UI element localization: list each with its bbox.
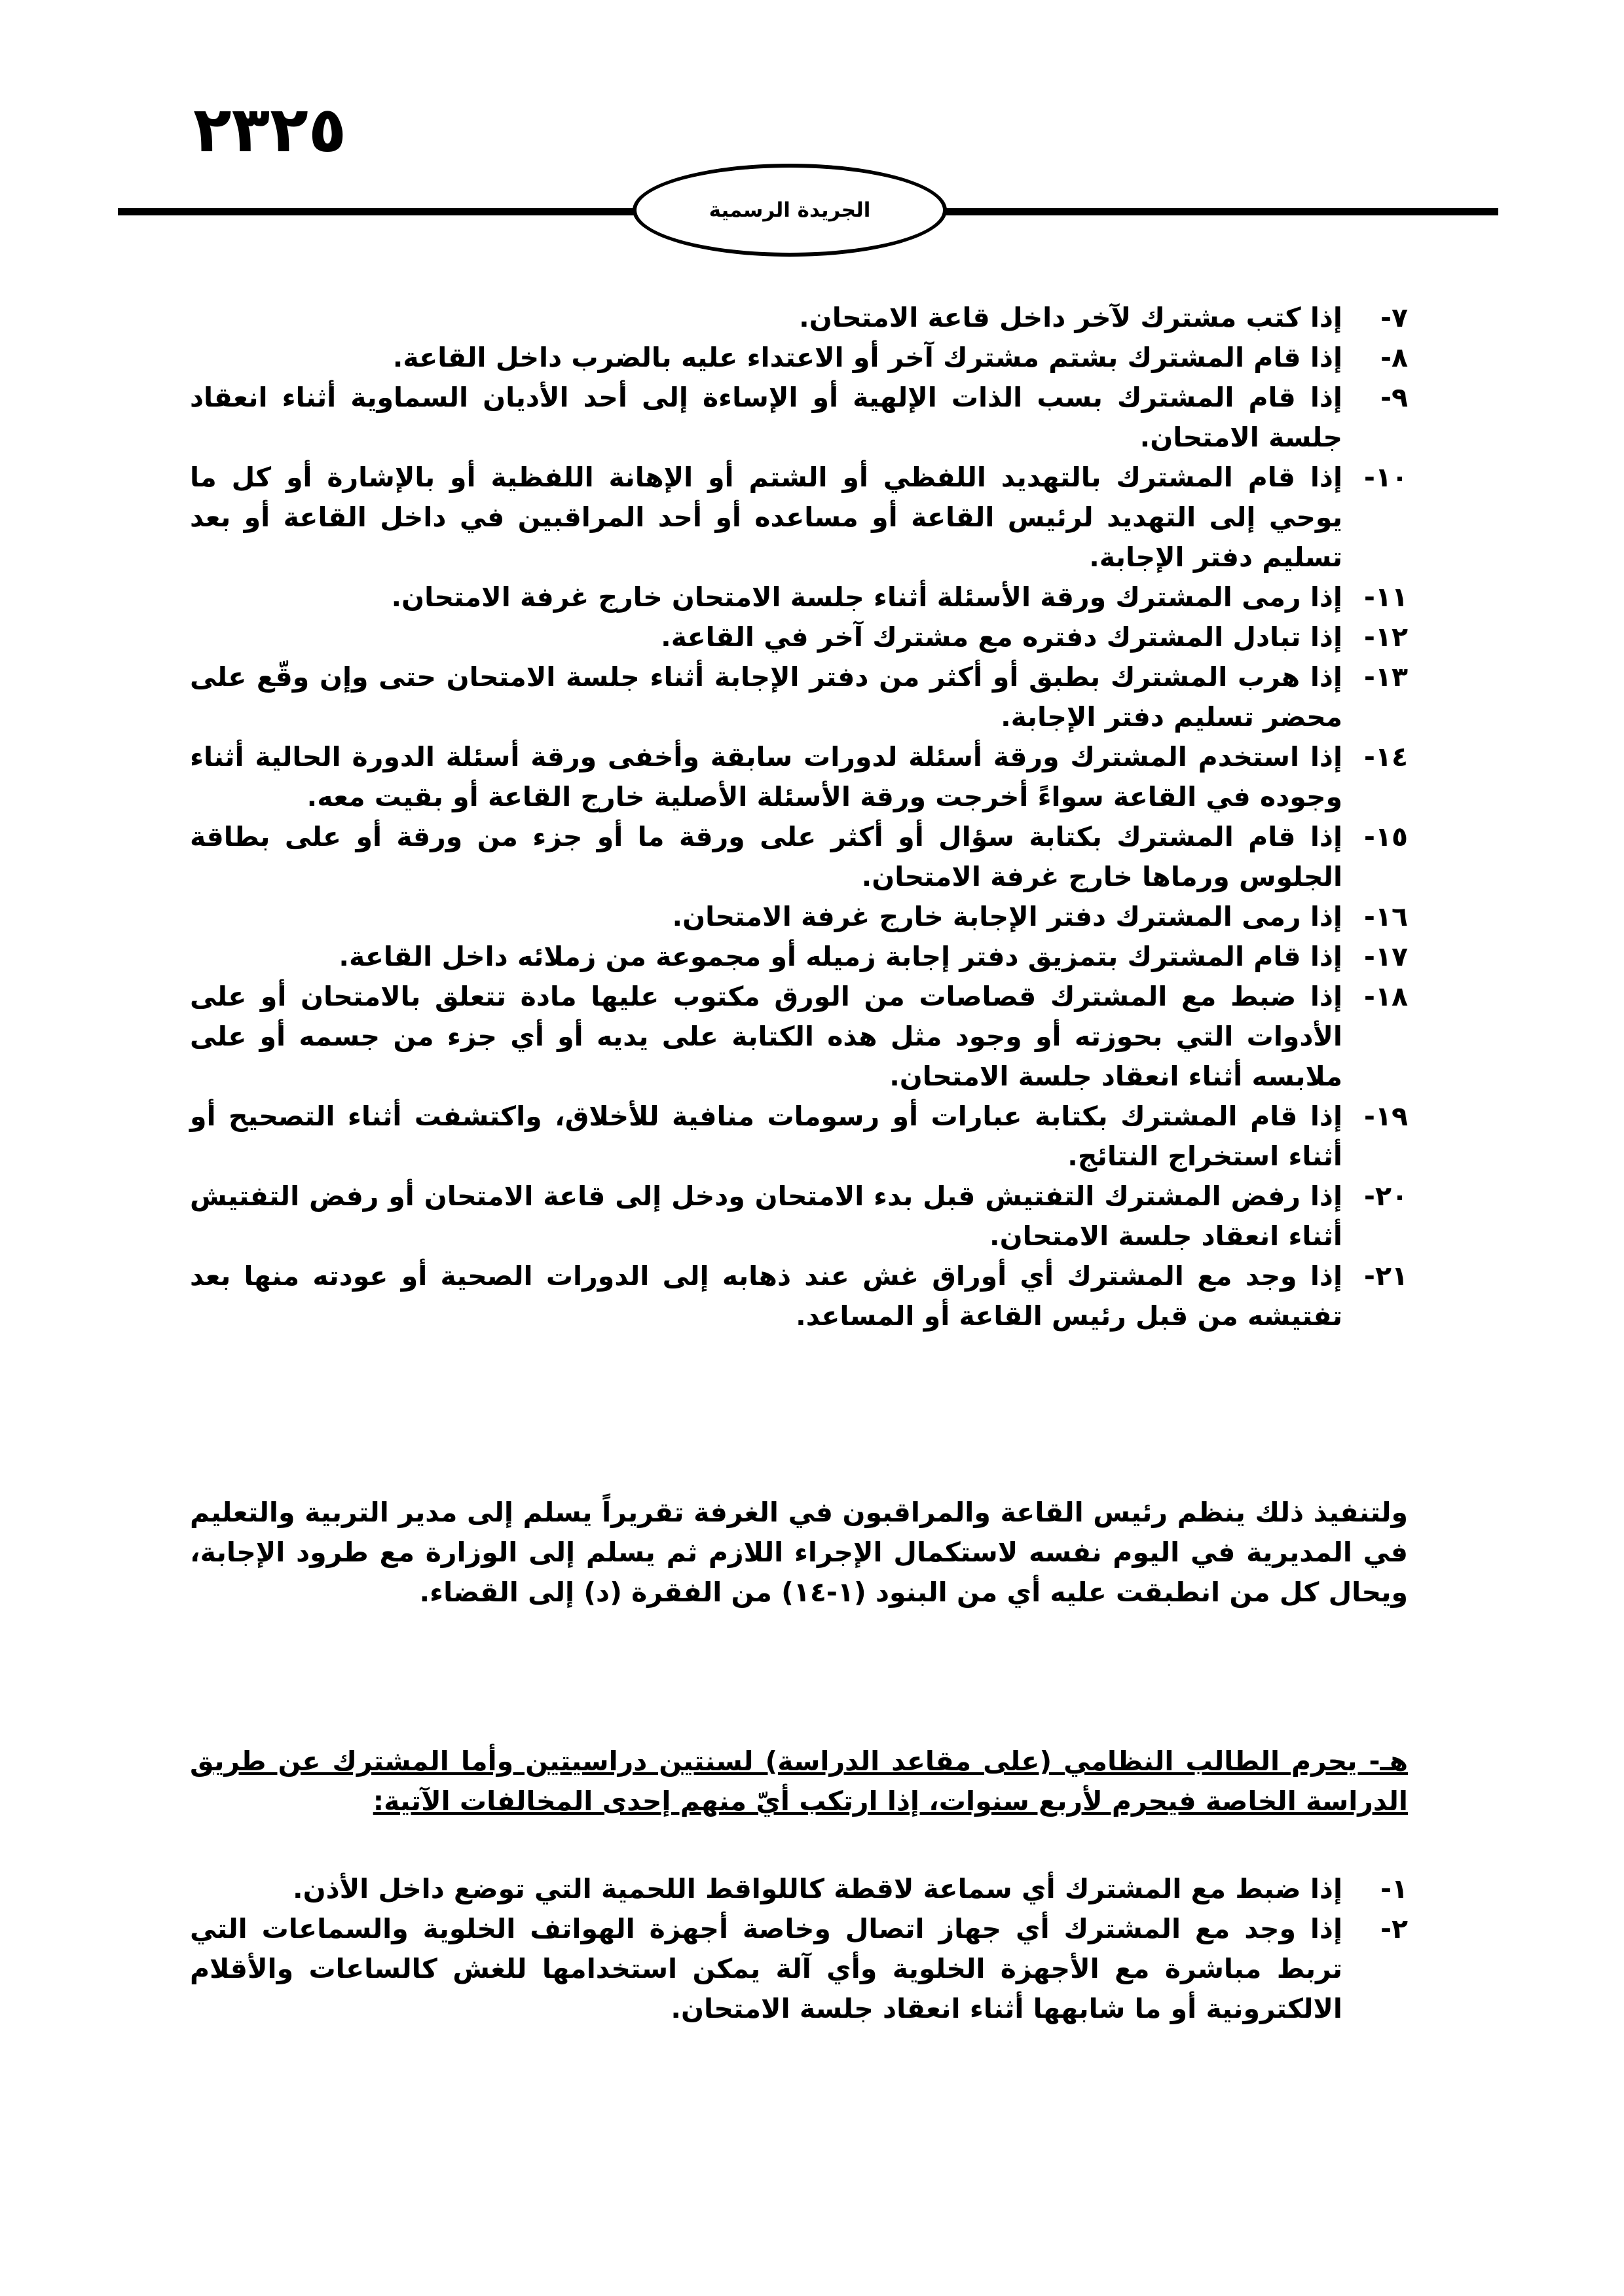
item-number: ١٠- (1363, 462, 1408, 493)
item-number: ١٣- (1363, 661, 1408, 693)
item-text: إذا ضبط مع المشترك أي سماعة لاقطة كاللواقط اللحمية التي توضع داخل الأذن. (293, 1873, 1342, 1904)
list-item (190, 1097, 1408, 1176)
violations-list-d (190, 298, 1408, 1336)
item-text: إذا وجد مع المشترك أي جهاز اتصال وخاصة أجهزة الهواتف الخلوية والسماعات التي تربط مباشرة مع الأجهزة الخلوية وأي آلة يمكن استخدامها للغش كالساعات والأقلام الالكترونية أو ما شابهها أثناء انعقاد جلسة الامتحان. (190, 1913, 1342, 2024)
item-number: ٧- (1380, 302, 1408, 333)
list-item (190, 1909, 1408, 2029)
item-text: إذا تبادل المشترك دفتره مع مشترك آخر في القاعة. (661, 621, 1342, 653)
item-number: ٢١- (1363, 1260, 1408, 1292)
item-text: إذا قام المشترك بشتم مشترك آخر أو الاعتداء عليه بالضرب داخل القاعة. (392, 342, 1342, 373)
item-number: ٢٠- (1363, 1180, 1408, 1212)
item-number: ١٨- (1363, 981, 1408, 1012)
implementation-paragraph: ولتنفيذ ذلك ينظم رئيس القاعة والمراقبون في الغرفة تقريراً يسلم إلى مدير التربية والتعليم في المديرية في اليوم نفسه لاستكمال الإجراء اللازم ثم يسلم إلى الوزارة مع طرود الإجابة، ويحال كل من انطبقت عليه أي من البنود (١-١٤) من الفقرة (د) إلى القضاء. (190, 1497, 1408, 1608)
list-item (190, 458, 1408, 577)
item-text: إذا ضبط مع المشترك قصاصات من الورق مكتوب عليها مادة تتعلق بالامتحان أو على الأدوات التي بحوزته أو وجود مثل هذه الكتابة على يديه أو أي جزء من جسمه أو على ملابسه أثناء انعقاد جلسة الامتحان. (190, 981, 1342, 1092)
list-item (190, 1256, 1408, 1336)
list-item (190, 298, 1408, 338)
item-text: إذا استخدم المشترك ورقة أسئلة لدورات سابقة وأخفى ورقة أسئلة الدورة الحالية أثناء وجوده في القاعة سواءً أخرجت ورقة الأسئلة الأصلية خارج القاعة أو بقيت معه. (190, 741, 1342, 812)
item-number: ٩- (1380, 382, 1408, 413)
list-item (190, 1176, 1408, 1256)
list-item (190, 617, 1408, 657)
item-number: ١٧- (1363, 941, 1408, 972)
gazette-title: الجريدة الرسمية (709, 198, 871, 222)
item-text: إذا قام المشترك بكتابة سؤال أو أكثر على ورقة ما أو جزء من ورقة أو على بطاقة الجلوس ورماها خارج غرفة الامتحان. (190, 821, 1342, 892)
item-text: إذا قام المشترك بسب الذات الإلهية أو الإساءة إلى أحد الأديان السماوية أثناء انعقاد جلسة الامتحان. (190, 382, 1342, 453)
page-number: ٢٣٢٥ (193, 93, 347, 166)
item-number: ١٩- (1363, 1101, 1408, 1132)
item-number: ٨- (1380, 342, 1408, 373)
item-text: إذا رمى المشترك ورقة الأسئلة أثناء جلسة الامتحان خارج غرفة الامتحان. (391, 581, 1342, 613)
item-text: إذا قام المشترك بكتابة عبارات أو رسومات منافية للأخلاق، واكتشفت أثناء التصحيح أو أثناء استخراج النتائج. (190, 1101, 1342, 1172)
list-item (190, 657, 1408, 737)
item-number: ١٥- (1363, 821, 1408, 852)
list-item (190, 937, 1408, 977)
item-number: ١٢- (1363, 621, 1408, 653)
list-item (190, 977, 1408, 1097)
list-item (190, 897, 1408, 937)
item-number: ١١- (1363, 581, 1408, 613)
item-text: إذا رمى المشترك دفتر الإجابة خارج غرفة الامتحان. (672, 901, 1342, 932)
item-text: إذا قام المشترك بالتهديد اللفظي أو الشتم أو الإهانة اللفظية أو بالإشارة أو كل ما يوحي إلى التهديد لرئيس القاعة أو مساعده أو أحد المراقبين في داخل القاعة أو بعد تسليم دفتر الإجابة. (190, 462, 1342, 573)
item-text: إذا قام المشترك بتمزيق دفتر إجابة زميله أو مجموعة من زملائه داخل القاعة. (339, 941, 1342, 972)
list-item (190, 817, 1408, 897)
gazette-title-oval (633, 164, 947, 257)
list-item (190, 1869, 1408, 1909)
item-text: إذا كتب مشترك لآخر داخل قاعة الامتحان. (799, 302, 1342, 333)
item-text: إذا رفض المشترك التفتيش قبل بدء الامتحان ودخل إلى قاعة الامتحان أو رفض التفتيش أثناء انعقاد جلسة الامتحان. (190, 1180, 1342, 1252)
item-number: ١- (1380, 1873, 1408, 1904)
item-number: ٢- (1380, 1913, 1408, 1944)
list-item (190, 737, 1408, 817)
list-item (190, 338, 1408, 378)
item-text: إذا هرب المشترك بطبق أو أكثر من دفتر الإجابة أثناء جلسة الامتحان حتى وإن وقّع على محضر تسليم دفتر الإجابة. (190, 661, 1342, 733)
item-number: ١٦- (1363, 901, 1408, 932)
violations-list-e (190, 1869, 1408, 2029)
item-text: إذا وجد مع المشترك أي أوراق غش عند ذهابه إلى الدورات الصحية أو عودته منها بعد تفتيشه من قبل رئيس القاعة أو المساعد. (190, 1260, 1342, 1332)
item-number: ١٤- (1363, 741, 1408, 773)
list-item (190, 378, 1408, 458)
list-item (190, 577, 1408, 617)
section-heading: هـ- يحرم الطالب النظامي (على مقاعد الدراسة) لسنتين دراسيتين وأما المشترك عن طريق الدراسة الخاصة فيحرم لأربع سنوات، إذا ارتكب أيّ منهم إحدى المخالفات الآتية: (190, 1745, 1408, 1817)
